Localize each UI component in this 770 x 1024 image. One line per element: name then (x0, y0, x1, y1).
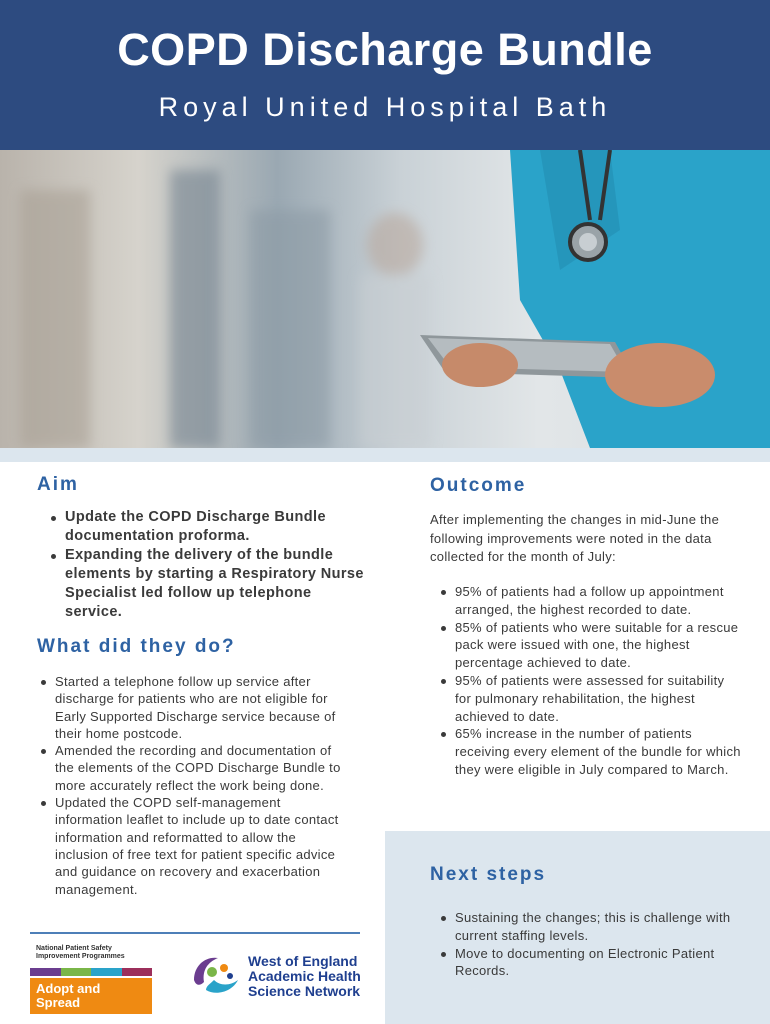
outcome-item: 65% increase in the number of patients receiving every element of the bundle for which they were eligible in July compared to March. (437, 725, 742, 778)
hero-photo (0, 150, 770, 448)
what-did-they-do-heading: What did they do? (37, 636, 236, 657)
nps-line: National Patient Safety (36, 945, 112, 952)
adopt-line: Spread (36, 995, 81, 1010)
action-item: Started a telephone follow up service after discharge for patients who are not eligible for Early Supported Discharge service because of their home postcode. (37, 673, 347, 742)
outcome-intro: After implementing the changes in mid-June the following improvements were noted in the data collected for the month of July: (430, 512, 720, 564)
adopt-and-spread-logo (30, 978, 152, 1014)
weahsn-logo-icon (186, 950, 246, 1000)
page-subtitle: Royal United Hospital Bath (158, 92, 612, 122)
hero-divider-strip (0, 448, 770, 462)
aim-item: Update the COPD Discharge Bundle documentation proforma. (47, 508, 367, 546)
nps-logo-text (36, 945, 125, 961)
page-title: COPD Discharge Bundle (117, 24, 653, 75)
adopt-line: Adopt and (36, 981, 101, 996)
header-banner (0, 0, 770, 150)
nps-line: Improvement Programmes (36, 953, 125, 960)
nurse-with-tablet-illustration (0, 150, 770, 448)
aim-item: Expanding the delivery of the bundle elements by starting a Respiratory Nurse Specialist led follow up telephone service. (47, 546, 367, 622)
next-step-item: Move to documenting on Electronic Patient Records. (437, 945, 737, 981)
action-item: Updated the COPD self-management information leaflet to include up to date contact information and reformatted to allow the inclusion of free text for patient specific advice and guidance on recovery and exacerbation management. (37, 794, 347, 898)
outcome-item: 95% of patients were assessed for suitability for pulmonary rehabilitation, the highest achieved to date. (437, 672, 742, 725)
weahsn-line: West of England (248, 953, 358, 969)
outcome-item: 95% of patients had a follow up appointment arranged, the highest recorded to date. (437, 583, 742, 619)
actions-list (37, 673, 347, 898)
weahsn-logo-text (248, 954, 361, 999)
aim-heading: Aim (37, 474, 79, 495)
weahsn-line: Science Network (248, 983, 361, 999)
next-steps-heading: Next steps (430, 864, 547, 885)
footer-divider (30, 932, 360, 934)
next-steps-list (437, 909, 737, 980)
aim-list (47, 508, 367, 622)
nps-color-stripes (30, 968, 152, 976)
outcome-item: 85% of patients who were suitable for a rescue pack were issued with one, the highest percentage achieved to date. (437, 619, 742, 672)
outcome-heading: Outcome (430, 475, 527, 496)
action-item: Amended the recording and documentation of the elements of the COPD Discharge Bundle to more accurately reflect the work being done. (37, 742, 347, 794)
weahsn-line: Academic Health (248, 968, 361, 984)
next-step-item: Sustaining the changes; this is challenge with current staffing levels. (437, 909, 737, 945)
outcome-list (437, 583, 742, 779)
